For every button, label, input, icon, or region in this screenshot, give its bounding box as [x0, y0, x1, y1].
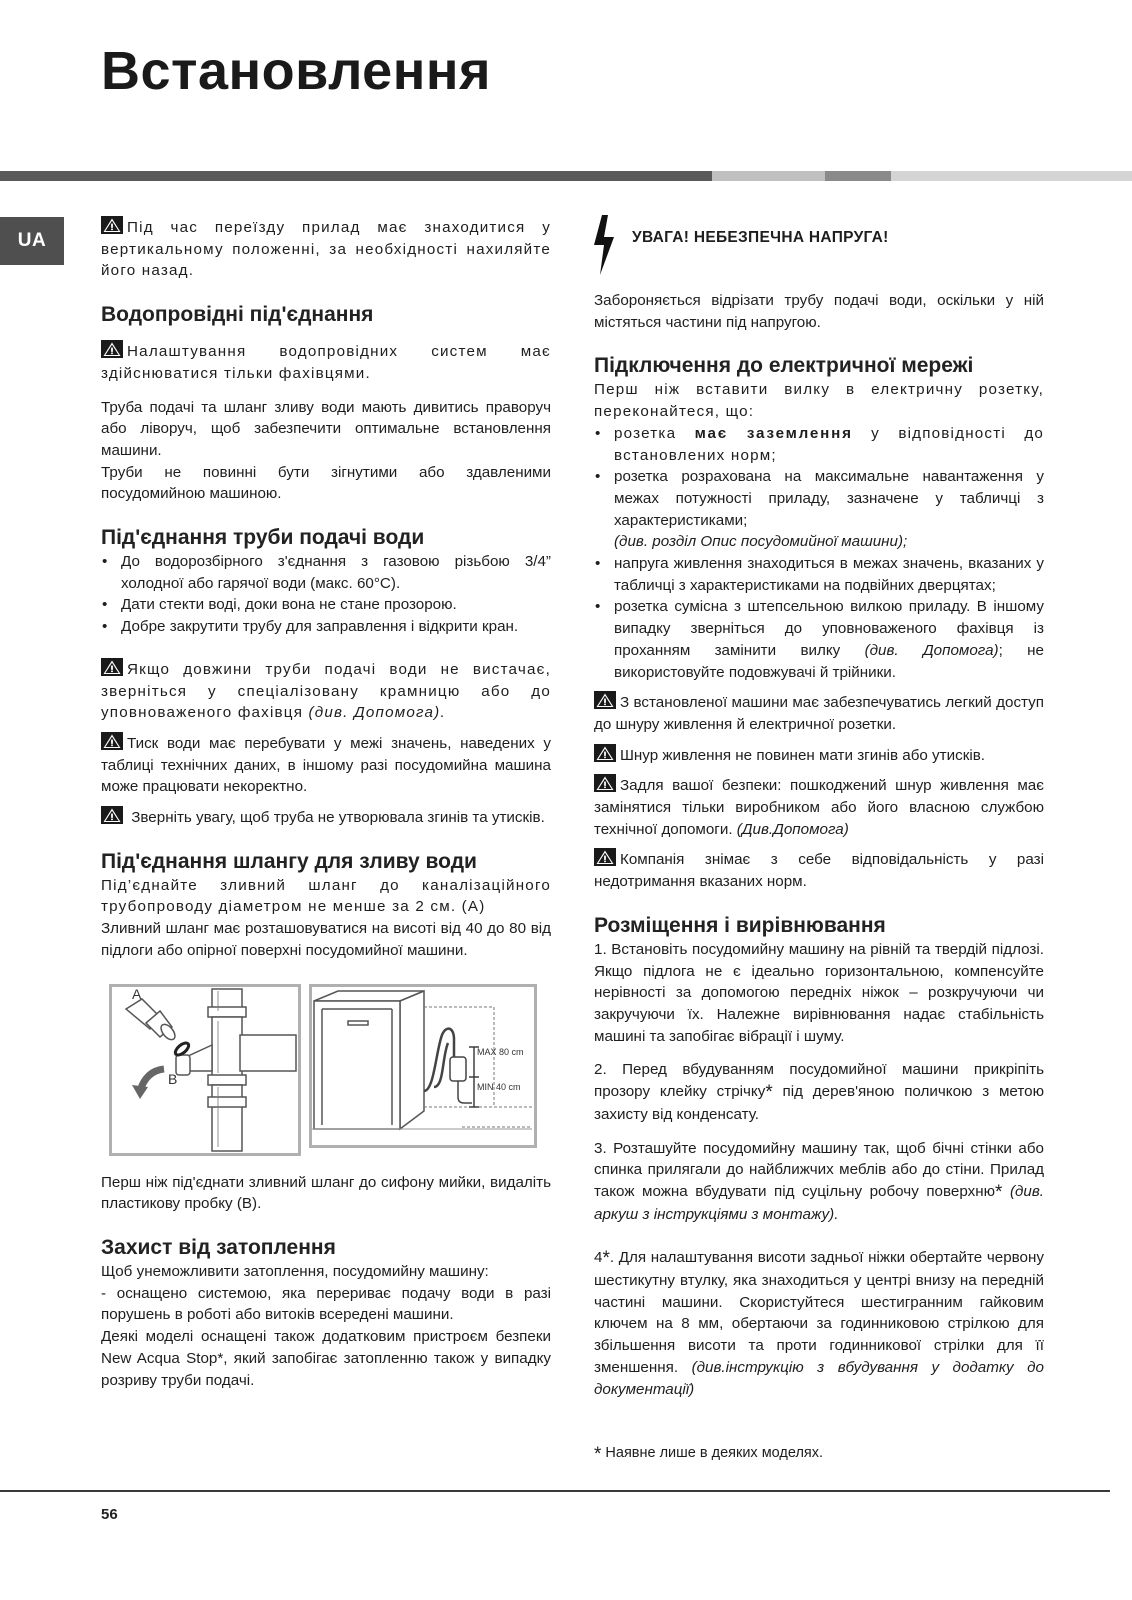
inlet-list	[101, 551, 551, 638]
flood-paragraph-1: Щоб унеможливити затоплення, посудомийну машину:	[101, 1262, 489, 1280]
placement-step-3: 3. Розташуйте посудомийну машину так, щоб бічні стінки або спинка прилягали до найближчих меблів або до стіни. Прилад також можна вбудувати під суцільну робочу поверхню* (див. аркуш з інструкціями з монтажу).	[594, 1139, 1044, 1223]
warning-icon	[101, 806, 123, 824]
warning-icon	[594, 774, 616, 792]
flood-paragraph-2: - оснащено системою, яка перериває подачу води в разі порушень в роботі або витоків всередені машини.	[101, 1284, 551, 1324]
drain-after-figure: Перш ніж під'єднати зливний шланг до сифону мийки, видаліть пластикову пробку (B).	[101, 1173, 551, 1213]
right-column	[594, 216, 1044, 1400]
intro-warning: Під час переїзду прилад має знаходитися у вертикальному положенні, за необхідності нахиляйте його назад.	[101, 216, 551, 282]
placement-heading: Розміщення і вирівнювання	[594, 913, 886, 937]
placement-step-2: 2. Перед вбудуванням посудомийної машини прикріпіть прозору клейку стрічку* під дерев'яною поличкою з метою захисту від конденсату.	[594, 1061, 1044, 1123]
placement-step-4: 4*. Для налаштування висоти задньої ніжки обертайте червону шестикутну втулку, яка знаходиться у центрі внизу на передній частині машини. Скористуйтеся шестигранним гайковим ключем на 8 мм, обертаючи за годинниковою стрілкою для збільшення висоти та проти годинникової стрілки для її зменшення. (див.інструкцію з вбудування у додатку до документації)	[594, 1248, 1044, 1398]
dishwasher-height-illustration	[309, 984, 537, 1148]
list-item: • розетка має заземлення у відповідності до встановлених норм;	[594, 423, 1044, 466]
list-item: • До водорозбірного з'єднання з газовою різьбою 3/4” холодної або гарячої води (макс. 60°C).	[101, 551, 551, 594]
water-paragraph-1: Труба подачі та шланг зливу води мають дивитись праворуч або ліворуч, щоб забезпечити оптимальне встановлення машини.	[101, 398, 551, 459]
warning-icon	[594, 744, 616, 762]
danger-voltage-header	[594, 212, 1044, 278]
figure-label-b: B	[168, 1070, 178, 1087]
drain-paragraph-2: Зливний шланг має розташовуватися на висоті від 40 до 80 від підлоги або опірної поверхні посудомийної машини.	[101, 920, 551, 959]
drain-figure	[101, 984, 551, 1160]
inlet-warning-1: Якщо довжини труби подачі води не вистачає, зверніться у спеціалізовану крамницю або до уповноваженого фахівця (див. Допомога).	[101, 658, 551, 724]
danger-title: УВАГА! НЕБЕЗПЕЧНА НАПРУГА!	[632, 229, 889, 246]
electric-list	[594, 423, 1044, 683]
electric-warning-1: З встановленої машини має забезпечуватись легкий доступ до шнуру живлення й електричної розетки.	[594, 691, 1044, 735]
placement-step-1: 1. Встановіть посудомийну машину на рівній та твердій підлозі. Якщо підлога не є ідеально горизонтальною, компенсуйте нерівності за допомогою передніх ніжок – розкручуючи чи закручуючи їх. Належне вирівнювання надає стабільність машині та запобігає вібрації і шуму.	[594, 940, 1044, 1045]
list-item: • напруга живлення знаходиться в межах значень, вказаних у табличці з характеристиками на подвійних дверцятах;	[594, 553, 1044, 596]
inlet-warning-2: Тиск води має перебувати у межі значень, наведених у таблиці технічних даних, в іншому разі посудомийна машина може працювати некоректно.	[101, 732, 551, 798]
warning-icon	[101, 732, 123, 750]
figure-label-a: A	[132, 985, 142, 1002]
footer-rule	[0, 1490, 1110, 1492]
footnote: * Наявне лише в деяких моделях.	[594, 1444, 824, 1465]
electric-warning-4: Компанія знімає з себе відповідальність у разі недотримання вказаних норм.	[594, 848, 1044, 892]
list-item: • розетка сумісна з штепсельною вилкою приладу. В іншому випадку зверніться до уповноваженого фахівця із проханням замінити вилку (див. Допомога); не використовуйте подовжувачі й трійники.	[594, 596, 1044, 683]
warning-icon	[594, 848, 616, 866]
warning-icon	[101, 340, 123, 358]
page-title: Встановлення	[101, 41, 491, 101]
siphon-illustration	[109, 984, 301, 1156]
electric-warning-3: Задля вашої безпеки: пошкоджений шнур живлення має замінятися тільки виробником або його власною службою технічної допомоги. (Див.Допомога)	[594, 774, 1044, 840]
electric-warning-2: Шнур живлення не повинен мати згинів або утисків.	[594, 744, 1044, 767]
inlet-warning-3: Зверніть увагу, щоб труба не утворювала згинів та утисків.	[101, 806, 551, 829]
max-height-label: MAX 80 cm	[477, 1046, 524, 1057]
warning-icon	[101, 658, 123, 676]
language-tab: UA	[0, 217, 64, 265]
list-item: • Дати стекти воді, доки вона не стане прозорою.	[101, 594, 551, 616]
drain-heading: Під'єднання шлангу для зливу води	[101, 849, 477, 873]
water-paragraph-2: Труби не повинні бути зігнутими або здавленими посудомийною машиною.	[101, 463, 551, 503]
flood-protection-heading: Захист від затоплення	[101, 1235, 336, 1259]
min-height-label: MIN 40 cm	[477, 1081, 521, 1092]
flood-paragraph-3: Деякі моделі оснащені також додатковим пристроєм безпеки New Acqua Stop*, який запобігає затопленню також у випадку розриву труби подачі.	[101, 1328, 551, 1389]
warning-icon	[594, 691, 616, 709]
list-item: • розетка розрахована на максимальне навантаження у межах потужності приладу, зазначене у табличці з характеристиками; (див. розділ Опис посудомийної машини);	[594, 466, 1044, 553]
water-connections-heading: Водопровідні під'єднання	[101, 303, 374, 327]
water-warning: Налаштування водопровідних систем має здійснюватися тільки фахівцями.	[101, 340, 551, 384]
left-column	[101, 216, 551, 1391]
electric-intro: Перш ніж вставити вилку в електричну розетку, переконайтеся, що:	[594, 381, 1044, 421]
drain-paragraph-1: Під’єднайте зливний шланг до каналізаційного трубопроводу діаметром не менше за 2 см. (A)	[101, 876, 551, 916]
electric-heading: Підключення до електричної мережі	[594, 354, 974, 378]
header-rule	[0, 171, 1132, 181]
page-number: 56	[101, 1506, 118, 1523]
warning-icon	[101, 216, 123, 234]
list-item: • Добре закрутити трубу для заправлення і відкрити кран.	[101, 616, 551, 638]
lightning-icon	[594, 215, 620, 275]
danger-text: Забороняється відрізати трубу подачі води, оскільки у ній містяться частини під напругою.	[594, 292, 1044, 331]
inlet-heading: Під'єднання труби подачі води	[101, 526, 425, 550]
